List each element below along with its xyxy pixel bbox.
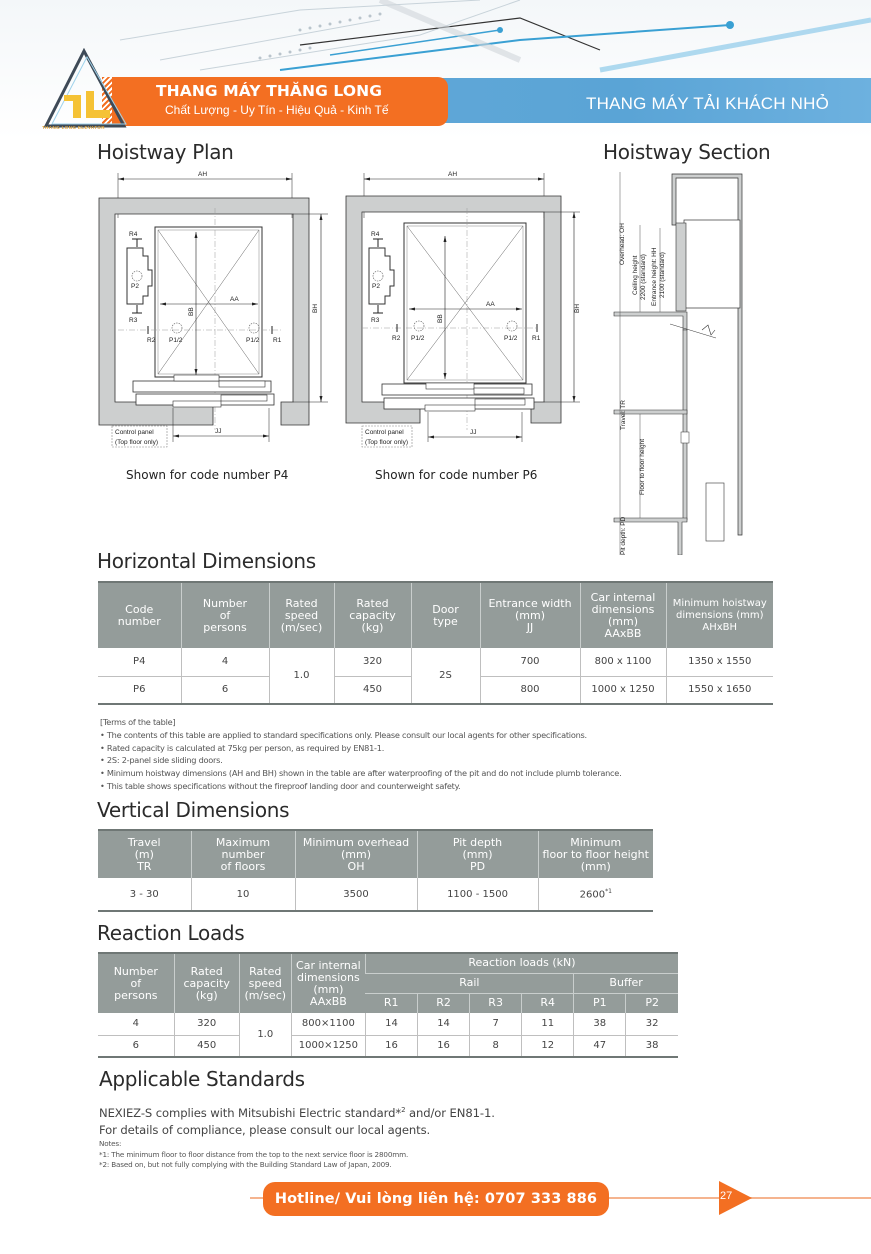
th-reaction-loads: Reaction loads (kN) [365,953,678,973]
terms-item: • Minimum hoistway dimensions (AH and BH) shown in the table are after waterproofing of the pit and do not include plumb tolerance. [100,768,622,779]
label-aa: AA [486,301,495,308]
cell-pit-depth: 1100 - 1500 [417,878,538,911]
cell-code: P6 [98,676,181,704]
cell-jj: 800 [480,676,580,704]
label-bb: BB [188,307,195,316]
label-p12-right: P1/2 [246,337,260,344]
brand-name: THANG MÁY THĂNG LONG [156,82,383,100]
cell-r3: 7 [470,1013,522,1035]
table-header-row [98,953,678,973]
cell-overhead: 3500 [295,878,417,911]
vertical-dimensions-title: Vertical Dimensions [97,798,290,822]
cell-car: 800×1100 [291,1013,365,1035]
label-top-floor-only: (Top floor only) [115,439,158,446]
label-r2: R2 [147,337,156,344]
th-p1: P1 [574,993,626,1013]
th-overhead: Minimum overhead (mm) OH [295,830,417,878]
terms-item: • 2S: 2-panel side sliding doors. [100,755,223,766]
cell-max-floors: 10 [191,878,295,911]
th-floor-height: Minimum floor to floor height (mm) [538,830,653,878]
table-header-row [98,830,653,878]
reaction-loads-title: Reaction Loads [97,921,245,945]
terms-item: • This table shows specifications without the fireproof landing door and counterweight safety. [100,780,461,791]
label-p12-left: P1/2 [169,337,183,344]
label-travel: Travel: TR [620,400,627,430]
label-top-floor-only: (Top floor only) [365,439,408,446]
th-p2: P2 [626,993,678,1013]
terms-item: • The contents of this table are applied to standard specifications only. Please consult our local agents for other specifications. [100,729,587,740]
label-p12-right: P1/2 [504,335,518,342]
label-p2: P2 [131,283,139,290]
hoistway-section-title: Hoistway Section [603,140,771,164]
table-terms [100,716,621,793]
hoistway-plan-title: Hoistway Plan [97,140,234,164]
label-r3: R3 [129,317,138,324]
label-control-panel: Control panel [115,429,154,436]
terms-heading: [Terms of the table] [100,717,176,727]
page-number: 27 [720,1190,733,1202]
label-control-panel: Control panel [365,429,404,436]
label-ah: AH [198,171,208,178]
th-speed: Rated speed (m/sec) [269,582,334,648]
th-hoistway-dimensions: Minimum hoistway dimensions (mm) AHxBH [666,582,773,648]
cell-persons: 4 [98,1013,174,1035]
th-entrance-width: Entrance width (mm) JJ [480,582,580,648]
cell-capacity: 320 [174,1013,239,1035]
cell-hoistway: 1550 x 1650 [666,676,773,704]
horizontal-dimensions-title: Horizontal Dimensions [97,549,316,573]
note-1: *1: The minimum floor to floor distance from the top to the next service floor is 2800mm. [99,1149,409,1159]
th-speed: Rated speed (m/sec) [239,953,291,1013]
th-pit-depth: Pit depth (mm) PD [417,830,538,878]
label-entrance-standard: 2100 (standard) [659,252,666,298]
logo-caption: THANG LONG ELEVATOR [42,125,105,130]
cell-r3: 8 [470,1035,522,1057]
cell-r4: 12 [522,1035,574,1057]
cell-capacity: 450 [174,1035,239,1057]
label-r3: R3 [371,317,380,324]
company-logo-icon [40,48,130,133]
cell-persons: 6 [181,676,269,704]
table-row [98,648,773,676]
label-jj: JJ [470,429,477,436]
th-code: Code number [98,582,181,648]
label-r1: R1 [273,337,282,344]
standards-line-1: NEXIEZ-S complies with Mitsubishi Electric standard*$^2$ and/or EN81-1. [99,1105,495,1120]
brand-slogan: Chất Lượng - Uy Tín - Hiệu Quả - Kinh Tế [165,103,389,117]
standards-text [99,1102,495,1140]
section-title: THANG MÁY TẢI KHÁCH NHỎ [586,94,829,113]
label-bb: BB [437,314,444,323]
table-row [98,1013,678,1035]
th-r4: R4 [522,993,574,1013]
cell-speed: 1.0 [269,648,334,704]
plan-caption-p6: Shown for code number P6 [375,468,538,482]
label-r2: R2 [392,335,401,342]
cell-r1: 16 [365,1035,417,1057]
label-ceiling-height: Ceiling height [632,255,639,295]
cell-speed: 1.0 [239,1013,291,1057]
cell-capacity: 450 [334,676,411,704]
label-bh: BH [312,303,319,313]
label-ah: AH [448,171,458,178]
th-capacity: Rated capacity (kg) [334,582,411,648]
label-r1: R1 [532,335,541,342]
cell-hoistway: 1350 x 1550 [666,648,773,676]
label-r4: R4 [371,231,380,238]
applicable-standards-title: Applicable Standards [99,1067,305,1091]
cell-capacity: 320 [334,648,411,676]
th-max-floors: Maximum number of floors [191,830,295,878]
th-door-type: Door type [411,582,480,648]
cell-code: P4 [98,648,181,676]
cell-p2: 38 [626,1035,678,1057]
label-entrance-height: Entrance height: HH [651,247,658,306]
label-floor-to-floor: Floor to floor height [639,438,646,495]
cell-car: 1000 x 1250 [580,676,666,704]
th-car-dimensions: Car internal dimensions (mm) AAxBB [580,582,666,648]
cell-r1: 14 [365,1013,417,1035]
label-jj: JJ [215,428,222,435]
cell-car: 1000×1250 [291,1035,365,1057]
cell-r4: 11 [522,1013,574,1035]
th-rail: Rail [365,973,573,993]
label-r4: R4 [129,231,138,238]
hoistway-plan-p4-diagram [96,168,331,453]
cell-p1: 38 [574,1013,626,1035]
cell-car: 800 x 1100 [580,648,666,676]
label-ceiling-standard: 2200 (standard) [640,254,647,300]
th-capacity: Rated capacity (kg) [174,953,239,1013]
hotline-button[interactable]: Hotline/ Vui lòng liên hệ: 0707 333 886 [263,1182,609,1216]
terms-item: • Rated capacity is calculated at 75kg per person, as required by EN81-1. [100,742,385,753]
th-persons: Number of persons [181,582,269,648]
th-car-dimensions: Car internal dimensions (mm) AAxBB [291,953,365,1013]
label-overhead: Overhead: OH [619,223,626,265]
notes-title: Notes: [99,1139,122,1148]
cell-persons: 4 [181,648,269,676]
standards-line-2: For details of compliance, please consult our local agents. [99,1123,431,1138]
table-row [98,878,653,911]
label-p2: P2 [372,283,380,290]
table-row [98,1035,678,1057]
reaction-loads-table [98,952,678,1058]
th-travel: Travel (m) TR [98,830,191,878]
horizontal-dimensions-table [98,581,773,705]
cell-p1: 47 [574,1035,626,1057]
th-r3: R3 [470,993,522,1013]
plan-caption-p4: Shown for code number P4 [126,468,289,482]
label-pit-depth: Pit depth: PD [620,516,627,555]
label-bh: BH [574,303,581,313]
cell-r2: 14 [418,1013,470,1035]
cell-p2: 32 [626,1013,678,1035]
notes [99,1139,408,1171]
th-r1: R1 [365,993,417,1013]
hoistway-section-diagram [612,170,752,555]
page-header [0,0,871,140]
th-buffer: Buffer [574,973,678,993]
table-header-row [98,582,773,648]
cell-door-type: 2S [411,648,480,704]
cell-travel: 3 - 30 [98,878,191,911]
cell-jj: 700 [480,648,580,676]
label-p12-left: P1/2 [411,335,425,342]
cell-persons: 6 [98,1035,174,1057]
cell-r2: 16 [418,1035,470,1057]
cell-floor-height: 2600$^{*1}$ [538,878,653,911]
th-r2: R2 [418,993,470,1013]
th-persons: Number of persons [98,953,174,1013]
label-aa: AA [230,296,239,303]
hoistway-plan-p6-diagram [342,168,582,453]
vertical-dimensions-table [98,829,653,912]
note-2: *2: Based on, but not fully complying with the Building Standard Law of Japan, 2009. [99,1160,392,1169]
